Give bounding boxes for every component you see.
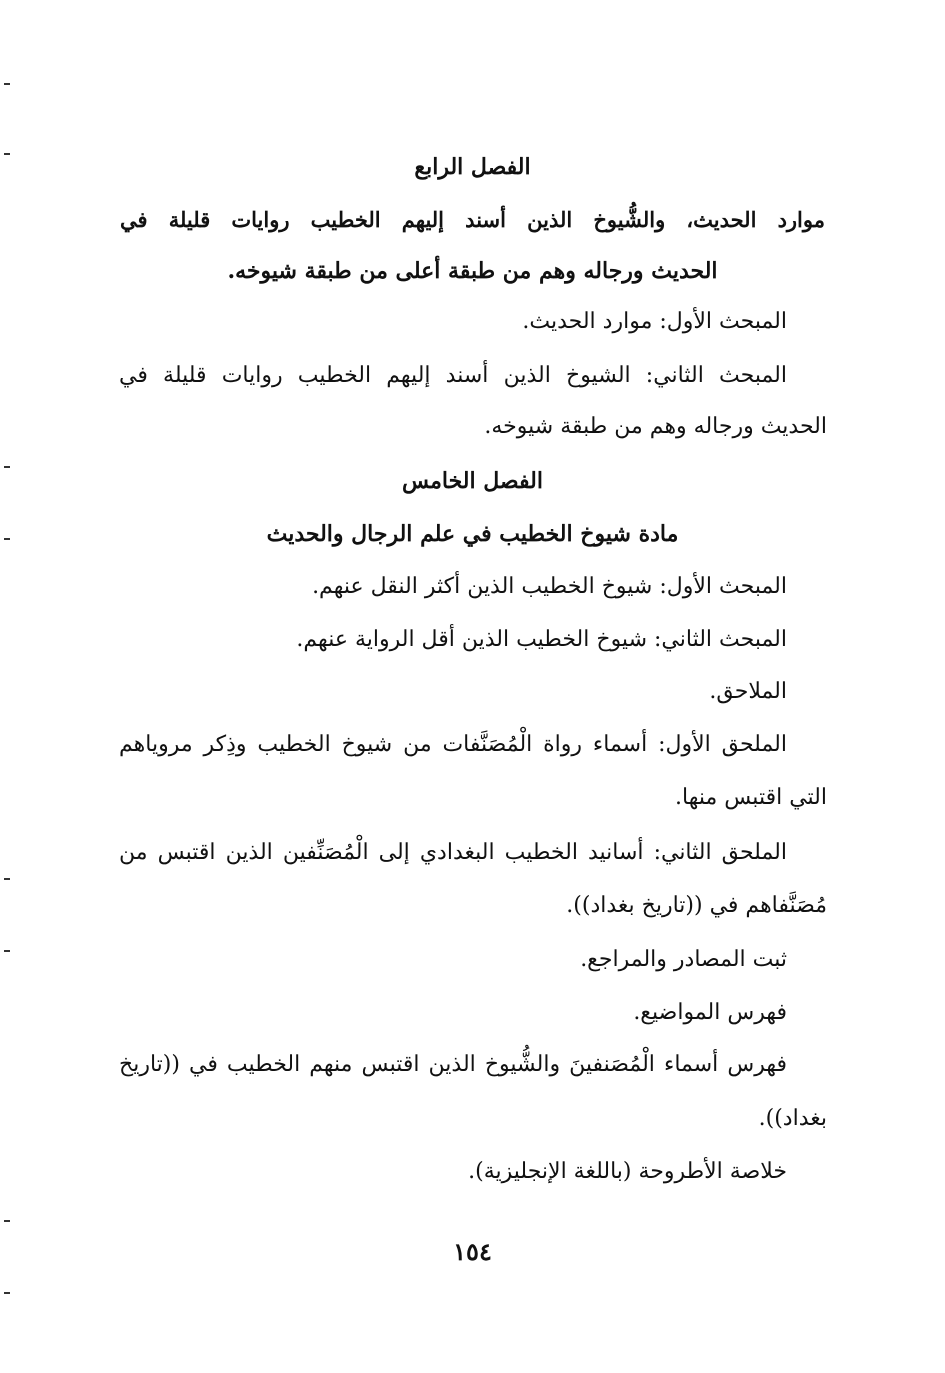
topics-index: فهرس المواضيع. <box>633 1000 787 1025</box>
scan-margin-mark <box>4 1292 10 1294</box>
chapter-4-heading: الفصل الرابع <box>414 154 531 180</box>
chapter-5-title: مادة شيوخ الخطيب في علم الرجال والحديث <box>266 521 679 547</box>
page-number: ١٥٤ <box>453 1237 492 1266</box>
chapter-4-title-line-2: الحديث ورجاله وهم من طبقة أعلى من طبقة شيوخه. <box>227 258 718 284</box>
thesis-summary: خلاصة الأطروحة (باللغة الإنجليزية). <box>468 1159 787 1184</box>
chapter-4-section-2-line-1: المبحث الثاني: الشيوخ الذين أسند إليهم الخطيب روايات قليلة في <box>119 363 787 388</box>
scan-margin-mark <box>4 538 10 540</box>
sources-index: ثبت المصادر والمراجع. <box>580 947 787 972</box>
appendix-1-line-1: الملحق الأول: أسماء رواة الْمُصَنَّفات من شيوخ الخطيب وذِكر مروياهم <box>119 732 787 757</box>
scan-margin-mark <box>4 878 10 880</box>
scan-margin-mark <box>4 1220 10 1222</box>
chapter-4-title-line-1: موارد الحديث، والشُّيوخ الذين أسند إليهم الخطيب روايات قليلة في <box>120 207 825 232</box>
authors-index-line-2: بغداد)). <box>758 1106 827 1131</box>
appendix-2-line-1: الملحق الثاني: أسانيد الخطيب البغدادي إلى الْمُصَنِّفين الذين اقتبس من <box>119 840 787 865</box>
scan-margin-mark <box>4 153 10 155</box>
scan-margin-mark <box>4 466 10 468</box>
scan-margin-mark <box>4 83 10 85</box>
appendices-heading: الملاحق. <box>709 679 787 704</box>
chapter-5-section-2: المبحث الثاني: شيوخ الخطيب الذين أقل الرواية عنهم. <box>296 627 787 652</box>
appendix-2-line-2: مُصَنَّفاهم في ((تاريخ بغداد)). <box>566 893 827 918</box>
chapter-4-section-1: المبحث الأول: موارد الحديث. <box>522 309 787 334</box>
chapter-4-section-2-line-2: الحديث ورجاله وهم من طبقة شيوخه. <box>484 414 827 439</box>
chapter-5-section-1: المبحث الأول: شيوخ الخطيب الذين أكثر النقل عنهم. <box>312 574 787 599</box>
chapter-5-heading: الفصل الخامس <box>402 468 543 494</box>
scan-margin-mark <box>4 950 10 952</box>
authors-index-line-1: فهرس أسماء الْمُصَنفينَ والشُّيوخ الذين اقتبس منهم الخطيب في ((تاريخ <box>119 1052 787 1077</box>
appendix-1-line-2: التي اقتبس منها. <box>675 785 827 810</box>
